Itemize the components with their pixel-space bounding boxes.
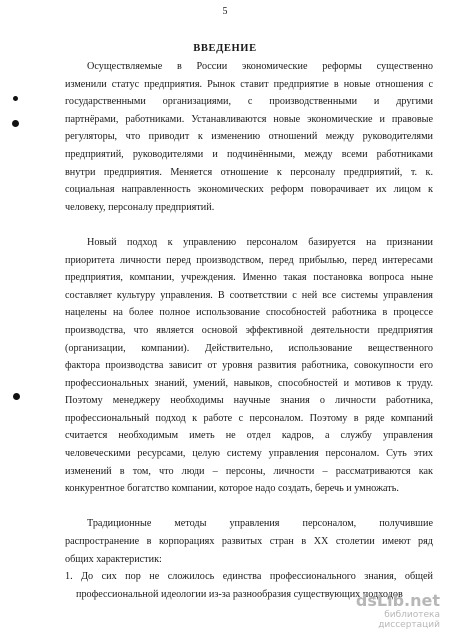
text-line: Осуществляемые в России экономические реформы существенно bbox=[87, 61, 433, 72]
text-line: человеку, персоналу предприятий. bbox=[65, 201, 215, 213]
text-line: конкурентное богатство компании, которое надо создать, беречь и умножать. bbox=[65, 483, 399, 495]
text-line: фактора производства зависит от уровня развития работника, совокупности его bbox=[65, 360, 433, 372]
binding-hole-mark bbox=[13, 96, 18, 101]
body-text bbox=[65, 58, 433, 603]
text-line: нацелены на более полное использование способностей работника в процессе bbox=[65, 307, 433, 319]
text-line: считается необходимым иметь не отдел кадров, а службу управления bbox=[65, 430, 433, 442]
text-line: общих характеристик: bbox=[65, 553, 162, 565]
list-item-line: профессиональной идеологии из-за разнообразия существующих подходов bbox=[76, 588, 403, 600]
text-line: предприятий, руководителями и подчинёнными, между всеми работниками bbox=[65, 148, 433, 160]
text-line: изменений в том, что люди – персоны, личности – рассматриваются как bbox=[65, 465, 433, 477]
text-line: составляет культуру управления. В соответствии с ней все системы управления bbox=[65, 289, 433, 301]
text-line: Поэтому менеджеру необходимы научные знания о личности работника, bbox=[65, 395, 433, 407]
watermark-brand: dsLib.net bbox=[355, 591, 440, 610]
page-number: 5 bbox=[222, 6, 228, 17]
text-line: распространение в корпорациях развитых стран в XX столетии имеют ряд bbox=[65, 536, 433, 548]
text-line: профессиональный подход к работе с персоналом. Поэтому в ряде компаний bbox=[65, 412, 433, 424]
text-line: Традиционные методы управления персоналом, получившие bbox=[87, 518, 433, 530]
text-line: Новый подход к управлению персоналом базируется на признании bbox=[87, 236, 433, 248]
watermark-subtitle: библиотека диссертаций bbox=[378, 610, 440, 630]
text-line: профессиональных знаний, умений, навыков, способностей и мотивов к труду. bbox=[65, 377, 433, 389]
binding-hole-mark bbox=[13, 393, 20, 400]
page-title: ВВЕДЕНИЕ bbox=[193, 43, 257, 54]
text-line: производства, что является основой эффективной деятельности предприятия bbox=[65, 324, 433, 336]
text-line: внутри предприятия. Меняется отношение к персоналу предприятий, т. к. bbox=[65, 166, 433, 178]
text-line: государственными организациями, с производственными и другими bbox=[65, 96, 433, 108]
list-item-line: 1. До сих пор не сложилось единства профессионального знания, общей bbox=[65, 571, 433, 583]
text-line: человеческими ресурсами, целую систему управления персоналом. Суть этих bbox=[65, 448, 433, 460]
binding-hole-mark bbox=[12, 120, 19, 127]
text-line: регуляторы, что приводит к изменению отношений между руководителями bbox=[65, 131, 433, 143]
text-line: изменили статус предприятия. Рынок ставит предприятие в новые отношения с bbox=[65, 78, 433, 90]
site-watermark bbox=[330, 592, 440, 630]
text-line: приоритета личности перед производством, перед прибылью, перед интересами bbox=[65, 254, 433, 266]
text-line: предприятия, компании, учреждения. Именно такая постановка вопроса ныне bbox=[65, 272, 433, 284]
text-line: партнёрами, работниками. Устанавливаются новые экономические и правовые bbox=[65, 113, 433, 125]
text-line: социальная направленность экономических реформ поворачивает их лицом к bbox=[65, 184, 433, 196]
text-line: (организации, компании). Действительно, использование вещественного bbox=[65, 342, 433, 354]
